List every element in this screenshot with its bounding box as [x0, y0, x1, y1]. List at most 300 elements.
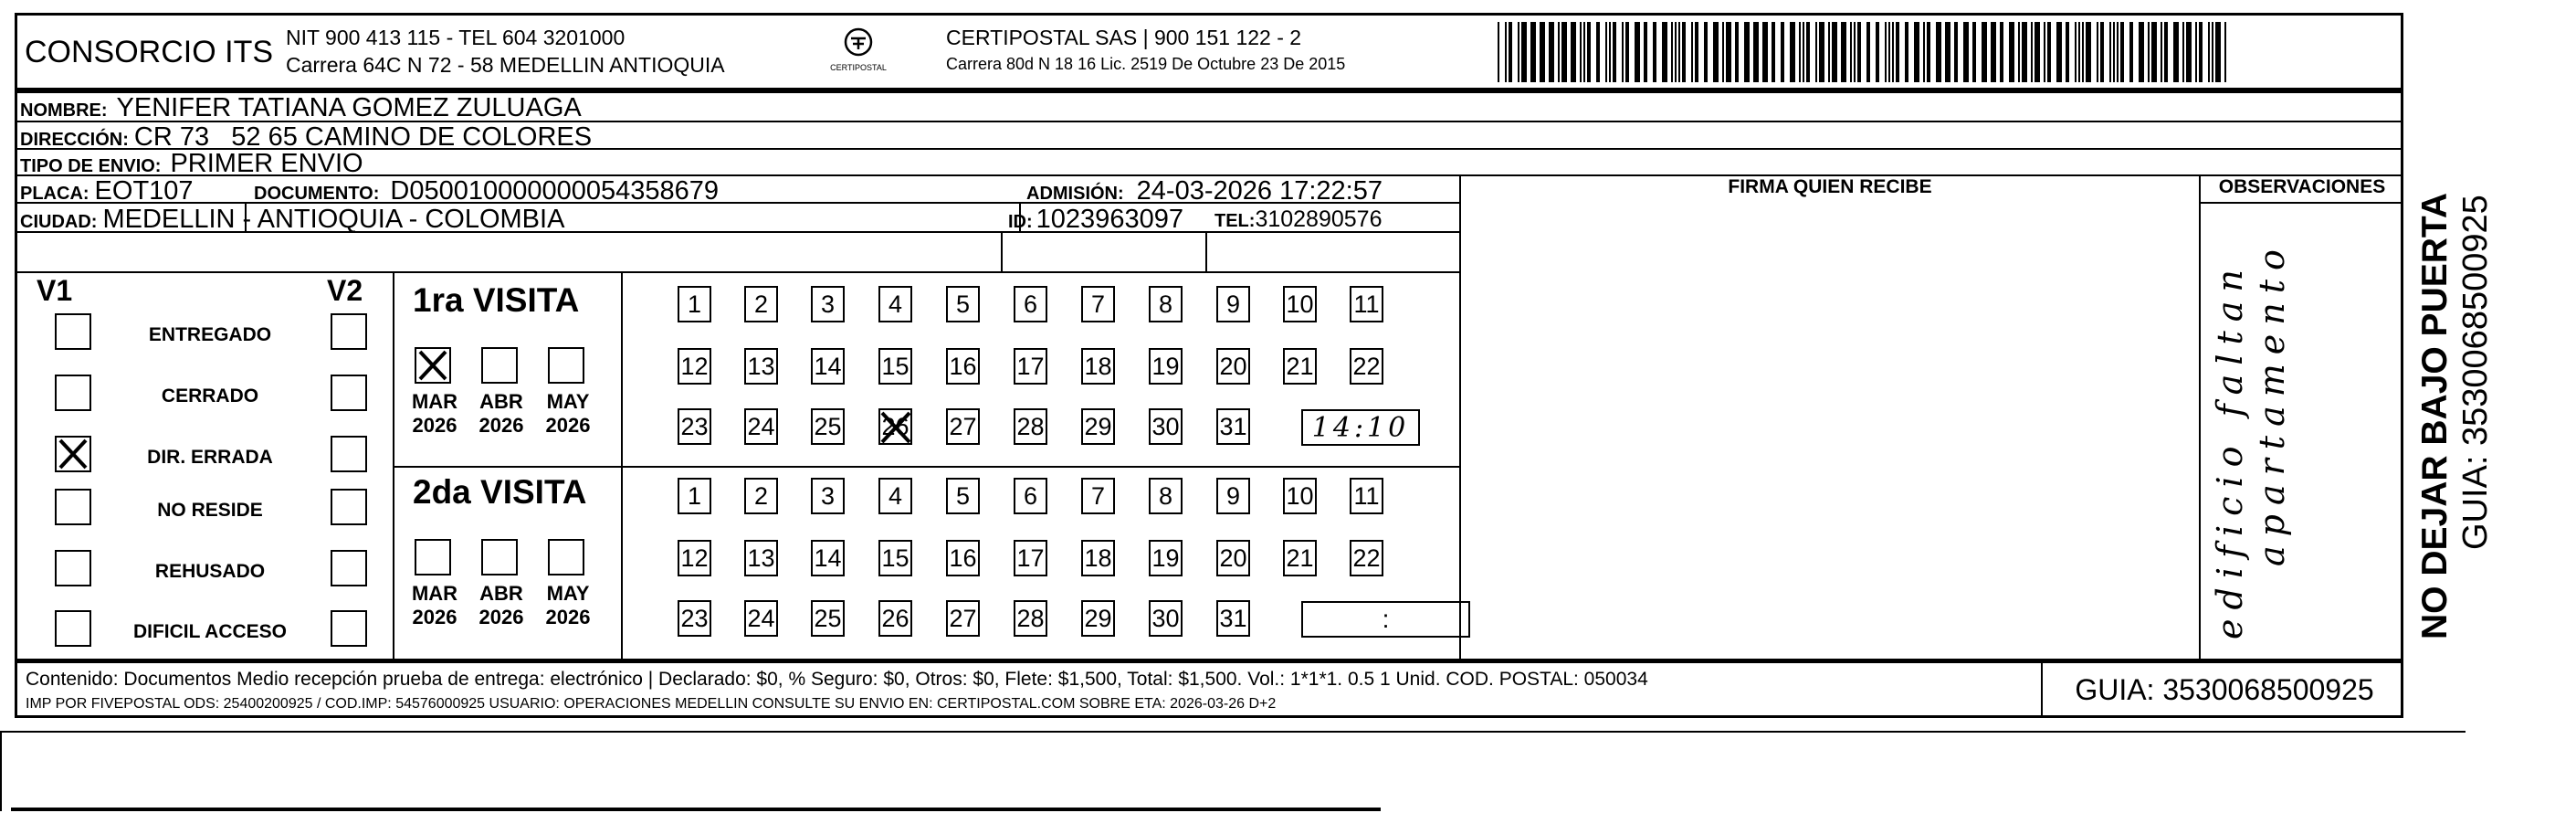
name-label: NOMBRE:: [20, 100, 108, 121]
barcode-bar: [1876, 22, 1879, 82]
visit2-day-box[interactable]: [811, 600, 845, 637]
barcode-bar: [2199, 22, 2203, 82]
visit1-day-box[interactable]: [1149, 348, 1183, 385]
barcode-bar: [2109, 22, 2111, 82]
v2-checkbox[interactable]: [331, 436, 367, 472]
barcode-bar: [1905, 22, 1908, 82]
visit1-day-box[interactable]: [744, 408, 778, 445]
city-cell: [20, 205, 564, 235]
visit2-month-checkbox[interactable]: [415, 539, 451, 575]
v1-checkbox[interactable]: [55, 489, 91, 525]
visit1-day-box[interactable]: [1081, 348, 1115, 385]
visit2-day-number: 12: [680, 544, 709, 572]
visit1-day-number: 11: [1353, 290, 1380, 318]
barcode-bar: [1671, 22, 1673, 82]
barcode-bar: [1498, 22, 1499, 82]
barcode-bar: [2117, 22, 2119, 82]
barcode-bar: [1540, 22, 1545, 82]
document-value: D050010000000054358679: [390, 176, 720, 206]
document-label: DOCUMENTO:: [254, 184, 380, 204]
barcode: [1498, 22, 2228, 82]
barcode-bar: [1762, 22, 1768, 82]
visit2-day-number: 1: [687, 481, 702, 510]
visit2-day-number: 17: [1016, 544, 1045, 572]
side-guia: GUIA: 3530068500925: [2456, 195, 2495, 550]
visit1-day-number: 20: [1219, 352, 1247, 380]
visit1-day-box[interactable]: [678, 286, 711, 322]
visit2-day-box[interactable]: [678, 600, 711, 637]
visit1-day-box[interactable]: [1081, 286, 1115, 322]
barcode-bar: [2161, 22, 2162, 82]
certipostal-info-2: Carrera 80d N 18 16 Lic. 2519 De Octubre 23 De 2015: [946, 55, 1346, 73]
visit2-month-name: ABR: [479, 582, 523, 605]
barcode-bar: [1695, 22, 1698, 82]
visit2-day-box[interactable]: [678, 540, 711, 576]
barcode-bar: [1613, 22, 1616, 82]
visit1-day-number: 5: [955, 290, 971, 318]
visit1-day-number: 15: [881, 352, 909, 380]
visit2-day-number: 6: [1023, 481, 1038, 510]
barcode-bar: [2022, 22, 2027, 82]
barcode-bar: [1963, 22, 1969, 82]
barcode-bar: [1549, 22, 1554, 82]
visit2-day-number: 3: [820, 481, 836, 510]
barcode-bar: [2056, 22, 2062, 82]
v2-checkbox[interactable]: [331, 313, 367, 350]
visit1-month-label: [472, 390, 531, 438]
visit1-day-box[interactable]: [1216, 286, 1250, 322]
visit1-month-year: 2026: [545, 414, 591, 437]
barcode-bar: [1857, 22, 1861, 82]
plate-cell: [20, 176, 194, 206]
barcode-bar: [2224, 22, 2226, 82]
barcode-bar: [1735, 22, 1739, 82]
v1-checkbox[interactable]: [55, 375, 91, 411]
visit2-day-box[interactable]: [878, 478, 912, 514]
visit2-day-box[interactable]: [1149, 478, 1183, 514]
logo-text: CERTIPOSTAL: [830, 63, 887, 72]
admission-value: 24-03-2026 17:22:57: [1136, 176, 1383, 206]
barcode-bar: [2173, 22, 2179, 82]
recipient-name: YENIFER TATIANA GOMEZ ZULUAGA: [116, 93, 582, 122]
visit2-day-box[interactable]: [1081, 478, 1115, 514]
visit2-month-checkbox[interactable]: [481, 539, 518, 575]
visit2-month-year: 2026: [545, 606, 591, 628]
visit1-day-box[interactable]: [1149, 286, 1183, 322]
visit2-month-label: [472, 582, 531, 629]
visit1-month-label: [405, 390, 464, 438]
visit1-day-box[interactable]: [678, 408, 711, 445]
observations-note-line2: apartamento: [2252, 240, 2292, 566]
visit2-day-box[interactable]: [1216, 478, 1250, 514]
visit1-month-year: 2026: [412, 414, 457, 437]
visit1-month-checkbox[interactable]: [548, 347, 584, 384]
visit1-title: 1ra VISITA: [413, 281, 580, 319]
barcode-bar: [2182, 22, 2184, 82]
certipostal-info-1: CERTIPOSTAL SAS | 900 151 122 - 2: [946, 26, 1302, 49]
barcode-bar: [1923, 22, 1925, 82]
barcode-bar: [1954, 22, 1958, 82]
barcode-bar: [1991, 22, 1996, 82]
barcode-bar: [1945, 22, 1950, 82]
v1-checkbox[interactable]: [55, 313, 91, 350]
barcode-bar: [2078, 22, 2080, 82]
visit2-day-box[interactable]: [1081, 600, 1115, 637]
barcode-bar: [2129, 22, 2133, 82]
recipient-address: CR 73 52 65 CAMINO DE COLORES: [133, 122, 593, 152]
name-row: [20, 93, 582, 123]
barcode-bar: [1518, 22, 1519, 82]
barcode-bar: [1704, 22, 1708, 82]
document-cell: [254, 176, 719, 206]
barcode-bar: [1609, 22, 1611, 82]
barcode-bar: [1828, 22, 1830, 82]
visit2-day-number: 22: [1352, 544, 1381, 572]
visit2-day-number: 25: [814, 604, 842, 632]
barcode-bar: [1596, 22, 1600, 82]
tel-label: TEL:: [1214, 211, 1256, 231]
visit1-day-number: 22: [1352, 352, 1381, 380]
shipment-type: PRIMER ENVIO: [170, 149, 363, 178]
barcode-bar: [1521, 22, 1527, 82]
barcode-bar: [1866, 22, 1870, 82]
visit2-day-number: 19: [1151, 544, 1180, 572]
visit2-day-box[interactable]: [744, 600, 778, 637]
barcode-bar: [1819, 22, 1824, 82]
barcode-bar: [2082, 22, 2084, 82]
city-value: MEDELLIN - ANTIOQUIA - COLOMBIA: [102, 205, 565, 234]
certipostal-logo: [826, 26, 890, 79]
visit1-day-box[interactable]: [878, 286, 912, 322]
barcode-bar: [1806, 22, 1810, 82]
barcode-bar: [2151, 22, 2157, 82]
barcode-bar: [1896, 22, 1899, 82]
visit2-day-box[interactable]: [1216, 600, 1250, 637]
barcode-bar: [1678, 22, 1680, 82]
barcode-bar: [1558, 22, 1560, 82]
observations-note: [2210, 210, 2392, 639]
visit2-day-box[interactable]: [946, 600, 980, 637]
visit2-month-label: [405, 582, 464, 629]
visit1-day-number: 18: [1084, 352, 1112, 380]
visit1-month-name: MAR: [411, 390, 458, 413]
tel-cell: [1214, 206, 1382, 233]
visit1-day-number: 14: [814, 352, 842, 380]
barcode-bar: [1722, 22, 1724, 82]
visit2-day-number: 7: [1090, 481, 1106, 510]
visit2-day-number: 21: [1286, 544, 1314, 572]
v1-check-mark: [57, 438, 89, 470]
barcode-bar: [2097, 22, 2098, 82]
barcode-bar: [2186, 22, 2192, 82]
visit2-day-number: 20: [1219, 544, 1247, 572]
barcode-bar: [1675, 22, 1677, 82]
visit2-day-box[interactable]: [811, 478, 845, 514]
v2-checkbox[interactable]: [331, 550, 367, 586]
visit1-time-box: [1301, 409, 1420, 446]
id-value: 1023963097: [1036, 205, 1183, 234]
footer-guia: GUIA: 3530068500925: [2075, 673, 2374, 706]
visit1-day-box[interactable]: [811, 348, 845, 385]
v2-checkbox[interactable]: [331, 610, 367, 647]
barcode-bar: [1790, 22, 1795, 82]
barcode-bar: [1662, 22, 1667, 82]
barcode-bar: [1815, 22, 1817, 82]
barcode-bar: [2047, 22, 2051, 82]
visit2-day-number: 26: [881, 604, 909, 632]
visit1-day-number: 30: [1151, 412, 1180, 440]
visit2-title: 2da VISITA: [413, 473, 587, 511]
barcode-bar: [1936, 22, 1941, 82]
visit1-day-number: 28: [1016, 412, 1045, 440]
visit2-day-box[interactable]: [878, 600, 912, 637]
type-row: [20, 149, 363, 179]
status-label: CERRADO: [161, 385, 259, 406]
observations-label: OBSERVACIONES: [2218, 176, 2386, 197]
visit2-day-number: 10: [1286, 481, 1314, 510]
visit2-day-number: 30: [1151, 604, 1180, 632]
barcode-bar: [1726, 22, 1731, 82]
visit2-day-box[interactable]: [1216, 540, 1250, 576]
barcode-bar: [1850, 22, 1852, 82]
barcode-bar: [1892, 22, 1894, 82]
barcode-bar: [1587, 22, 1591, 82]
visit2-day-number: 2: [753, 481, 769, 510]
barcode-bar: [1803, 22, 1804, 82]
visit1-day-box[interactable]: [1350, 348, 1383, 385]
barcode-bar: [2000, 22, 2003, 82]
barcode-bar: [1753, 22, 1759, 82]
visit2-day-number: 24: [747, 604, 775, 632]
barcode-bar: [1927, 22, 1930, 82]
visit2-day-box[interactable]: [744, 540, 778, 576]
id-label: ID:: [1008, 212, 1033, 232]
visit1-month-name: ABR: [479, 390, 523, 413]
barcode-bar: [2139, 22, 2144, 82]
barcode-bar: [2212, 22, 2213, 82]
city-label: CIUDAD:: [20, 212, 98, 232]
visit1-day-box[interactable]: [811, 408, 845, 445]
visit2-day-number: 15: [881, 544, 909, 572]
visit2-day-box[interactable]: [1014, 600, 1047, 637]
observations-note-line1: edificio faltan: [2210, 260, 2250, 639]
visit2-day-box[interactable]: [1283, 540, 1317, 576]
company-info-2: Carrera 64C N 72 - 58 MEDELLIN ANTIOQUIA: [286, 53, 725, 77]
visit2-month-year: 2026: [412, 606, 457, 628]
barcode-bar: [2164, 22, 2168, 82]
visit1-day-number: 17: [1016, 352, 1045, 380]
plate-value: EOT107: [94, 176, 194, 206]
signature-area: [1461, 203, 2199, 659]
visit1-day-number: 6: [1023, 290, 1038, 318]
visit1-day-number: 26: [881, 412, 909, 440]
visit2-day-box[interactable]: [1350, 540, 1383, 576]
visit1-day-number: 12: [680, 352, 709, 380]
barcode-bar: [2113, 22, 2115, 82]
visit2-day-box[interactable]: [946, 540, 980, 576]
barcode-bar: [1972, 22, 1976, 82]
visit2-day-box[interactable]: [1149, 600, 1183, 637]
visit1-day-number: 29: [1084, 412, 1112, 440]
barcode-bar: [2208, 22, 2210, 82]
barcode-bar: [2100, 22, 2104, 82]
visit1-day-box[interactable]: [1014, 408, 1047, 445]
barcode-bar: [1509, 22, 1512, 82]
visit2-day-number: 4: [888, 481, 903, 510]
barcode-bar: [1799, 22, 1801, 82]
barcode-bar: [1982, 22, 1987, 82]
barcode-bar: [1580, 22, 1582, 82]
visit2-month-name: MAR: [411, 582, 458, 605]
visit2-day-number: 18: [1084, 544, 1112, 572]
barcode-bar: [2066, 22, 2069, 82]
visit2-day-number: 8: [1158, 481, 1173, 510]
visit2-month-year: 2026: [478, 606, 524, 628]
barcode-bar: [1605, 22, 1607, 82]
visit2-day-number: 11: [1353, 481, 1380, 510]
visit2-day-box[interactable]: [678, 478, 711, 514]
visit1-day-number: 25: [814, 412, 842, 440]
visit1-day-box[interactable]: [744, 286, 778, 322]
visit2-day-number: 31: [1219, 604, 1247, 632]
visit2-day-number: 27: [949, 604, 977, 632]
visit1-day-box[interactable]: [1216, 408, 1250, 445]
visit1-day-box[interactable]: [1216, 348, 1250, 385]
visit2-day-box[interactable]: [744, 478, 778, 514]
visit1-day-box[interactable]: [946, 286, 980, 322]
visit1-day-number: 3: [820, 290, 836, 318]
barcode-bar: [1561, 22, 1567, 82]
visit2-day-number: 23: [680, 604, 709, 632]
visit2-day-number: 9: [1225, 481, 1241, 510]
barcode-bar: [1914, 22, 1919, 82]
visit1-day-number: 2: [753, 290, 769, 318]
visit1-day-box[interactable]: [946, 408, 980, 445]
visit1-day-number: 27: [949, 412, 977, 440]
barcode-bar: [1644, 22, 1647, 82]
visit2-day-number: 28: [1016, 604, 1045, 632]
visit1-day-number: 23: [680, 412, 709, 440]
barcode-bar: [1885, 22, 1887, 82]
barcode-bar: [1854, 22, 1856, 82]
barcode-bar: [1841, 22, 1846, 82]
barcode-bar: [2120, 22, 2124, 82]
visit2-month-name: MAY: [546, 582, 590, 605]
status-label: ENTREGADO: [148, 324, 272, 345]
visit2-day-number: 13: [747, 544, 775, 572]
barcode-bar: [2148, 22, 2150, 82]
visit1-day-number: 1: [687, 290, 702, 318]
visit1-day-number: 7: [1090, 290, 1106, 318]
footer-content: Contenido: Documentos Medio recepción prueba de entrega: electrónico | Declarado: $0, % Seguro: $0, Otros: $0, Flete: $1,500, Total: $1,500. Vol.: 1*1*1. 0.5 1 Unid. COD. POSTAL: 050034: [26, 669, 1648, 690]
visit2-day-box[interactable]: [1149, 540, 1183, 576]
visit1-month-check-mark: [416, 349, 449, 382]
barcode-bar: [2086, 22, 2091, 82]
barcode-bar: [2018, 22, 2020, 82]
lower-frame: [0, 731, 2466, 811]
barcode-bar: [2195, 22, 2197, 82]
visit2-day-number: 5: [955, 481, 971, 510]
visit2-day-number: 14: [814, 544, 842, 572]
visit1-day-box[interactable]: [1149, 408, 1183, 445]
barcode-bar: [1713, 22, 1719, 82]
visit1-day-number: 4: [888, 290, 903, 318]
barcode-bar: [1781, 22, 1784, 82]
visit1-month-name: MAY: [546, 390, 590, 413]
barcode-bar: [1744, 22, 1750, 82]
barcode-bar: [1691, 22, 1693, 82]
v1-checkbox[interactable]: [55, 610, 91, 647]
visit1-day-box[interactable]: [946, 348, 980, 385]
visit1-day-box[interactable]: [1283, 348, 1317, 385]
barcode-bar: [1505, 22, 1507, 82]
plate-label: PLACA:: [20, 184, 89, 204]
barcode-bar: [1888, 22, 1890, 82]
visit1-day-number: 24: [747, 412, 775, 440]
visit2-day-box[interactable]: [1014, 478, 1047, 514]
visit2-day-box[interactable]: [1014, 540, 1047, 576]
visit1-day-box[interactable]: [1283, 286, 1317, 322]
visit1-day-box[interactable]: [811, 286, 845, 322]
visit1-day-box[interactable]: [744, 348, 778, 385]
visit1-day-box[interactable]: [678, 348, 711, 385]
visit1-time: 14:10: [1311, 411, 1410, 444]
barcode-bar: [2031, 22, 2033, 82]
visit1-day-box[interactable]: [1081, 408, 1115, 445]
visit2-month-checkbox[interactable]: [548, 539, 584, 575]
visit1-day-box[interactable]: [1014, 348, 1047, 385]
barcode-bar: [1625, 22, 1629, 82]
visit1-day-check-mark: [878, 410, 913, 445]
visit2-day-box[interactable]: [1081, 540, 1115, 576]
visit2-day-box[interactable]: [811, 540, 845, 576]
id-cell: [1008, 205, 1183, 235]
visit2-time-box: [1301, 601, 1470, 638]
barcode-bar: [1583, 22, 1585, 82]
barcode-bar: [1622, 22, 1624, 82]
barcode-bar: [1653, 22, 1656, 82]
barcode-bar: [2215, 22, 2221, 82]
visit1-month-checkbox[interactable]: [481, 347, 518, 384]
visit1-day-number: 10: [1286, 290, 1314, 318]
status-label: REHUSADO: [154, 561, 266, 582]
company-info-1: NIT 900 413 115 - TEL 604 3201000: [286, 26, 626, 49]
visit2-day-box[interactable]: [1283, 478, 1317, 514]
barcode-bar: [1635, 22, 1640, 82]
visit2-day-box[interactable]: [878, 540, 912, 576]
barcode-bar: [2009, 22, 2014, 82]
visit2-day-box[interactable]: [946, 478, 980, 514]
address-label: DIRECCIÓN:: [20, 130, 129, 150]
v2-checkbox[interactable]: [331, 489, 367, 525]
v1-label: V1: [37, 274, 73, 307]
status-label: DIFICIL ACCESO: [132, 621, 287, 642]
visit1-day-number: 9: [1225, 290, 1241, 318]
visit2-day-box[interactable]: [1350, 478, 1383, 514]
v2-checkbox[interactable]: [331, 375, 367, 411]
v2-label: V2: [327, 274, 363, 307]
visit1-day-box[interactable]: [1014, 286, 1047, 322]
visit1-day-box[interactable]: [1350, 286, 1383, 322]
visit2-day-number: 29: [1084, 604, 1112, 632]
footer-imp: IMP POR FIVEPOSTAL ODS: 25400200925 / COD.IMP: 54576000925 USUARIO: OPERACIONES MEDELLIN CONSULTE SU ENVIO EN: CERTIPOSTAL.COM SOBRE ETA: 2026-03-26 D+2: [26, 696, 1277, 712]
v1-checkbox[interactable]: [55, 550, 91, 586]
side-no-dejar: NO DEJAR BAJO PUERTA: [2415, 192, 2455, 639]
status-label: NO RESIDE: [157, 500, 263, 521]
visit2-month-label: [539, 582, 597, 629]
visit1-day-box[interactable]: [878, 348, 912, 385]
visit1-day-number: 16: [949, 352, 977, 380]
